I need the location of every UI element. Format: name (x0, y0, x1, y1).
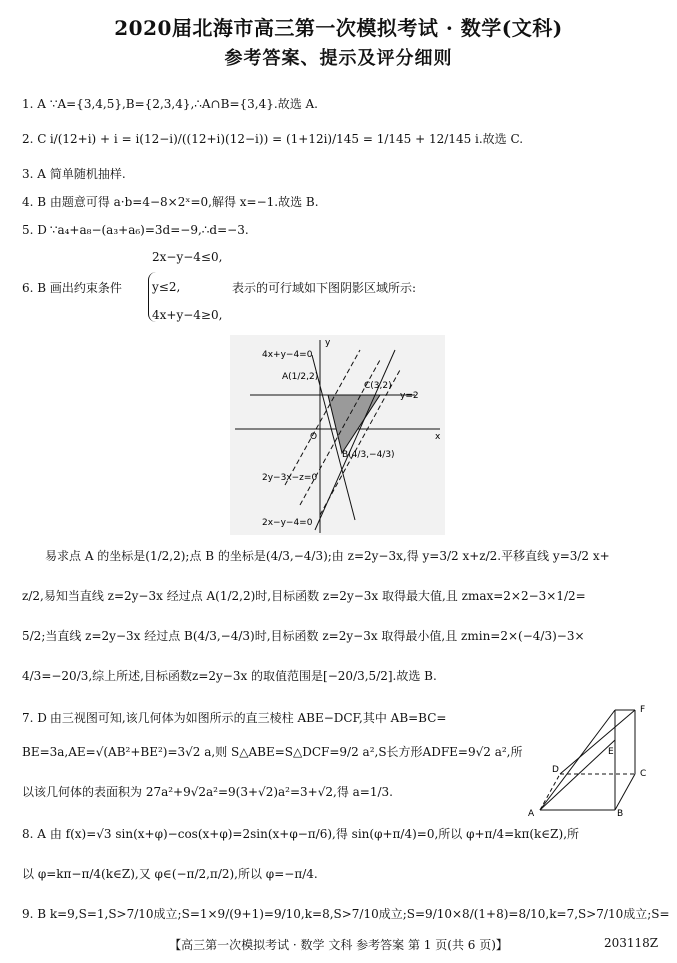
vertex-e: E (608, 747, 614, 757)
label-line-4x: 4x+y−4=0 (262, 350, 313, 360)
answer-8-line-1: 由 f(x)=√3 sin(x+φ)−cos(x+φ)=2sin(x+φ−π/6),得 sin(φ+π/4)=0,所以 φ+π/4=kπ(k∈Z),所 (49, 827, 580, 841)
answer-6-tail: 表示的可行域如下图阴影区域所示: (232, 281, 417, 295)
document-code: 203118Z (604, 936, 659, 950)
answer-number: 4. B (22, 195, 47, 209)
label-line-2y: 2y−3x−z=0 (262, 473, 318, 483)
label-x-axis: x (435, 432, 441, 442)
answer-number: 9. B (22, 907, 47, 921)
answer-text: ∵a₄+a₈−(a₃+a₆)=3d=−9,∴d=−3. (49, 223, 249, 237)
answer-text: i/(12+i) + i = i(12−i)/((12+i)(12−i)) = (1+12i)/145 = 1/145 + 12/145 i.故选 C. (49, 132, 524, 146)
label-origin: O (310, 432, 318, 442)
answer-number: 1. A (22, 97, 46, 111)
constraint-2: y≤2, (152, 280, 181, 294)
edge-bc (615, 774, 635, 810)
page-subtitle: 参考答案、提示及评分细则 (224, 48, 453, 69)
label-line-2x: 2x−y−4=0 (262, 518, 313, 528)
vertex-d: D (552, 765, 559, 775)
answer-3 (22, 166, 126, 182)
edge-af (540, 710, 615, 810)
answer-8-line-2: 以 φ=kπ−π/4(k∈Z),又 φ∈(−π/2,π/2),所以 φ=−π/4. (22, 867, 318, 881)
answer-9 (22, 906, 670, 922)
answer-6-line-3: 5/2;当直线 z=2y−3x 经过点 B(4/3,−4/3)时,目标函数 z=2y−3x 取得最小值,且 zmin=2×(−4/3)−3× (22, 629, 585, 643)
answer-1 (22, 96, 318, 112)
answer-6-line-1: 易求点 A 的坐标是(1/2,2);点 B 的坐标是(4/3,−4/3);由 z=2y−3x,得 y=3/2 x+z/2.平移直线 y=3/2 x+ (45, 549, 610, 563)
label-y-2: y=2 (400, 391, 419, 401)
answer-8 (22, 826, 579, 842)
answer-number: 8. A (22, 827, 46, 841)
vertex-a: A (528, 809, 535, 819)
answer-6-lead: 画出约束条件 (49, 281, 122, 295)
answer-7 (22, 710, 446, 726)
label-point-c: C(3,2) (364, 381, 392, 391)
answer-text: 简单随机抽样. (49, 167, 126, 181)
answer-6-line-4: 4/3=−20/3,综上所述,目标函数z=2y−3x 的取值范围是[−20/3,5/2].故选 B. (22, 669, 437, 683)
constraint-1: 2x−y−4≤0, (152, 250, 223, 264)
answer-2 (22, 131, 523, 147)
edge-ae (540, 740, 615, 810)
vertex-b: B (617, 809, 624, 819)
answer-number: 2. C (22, 132, 47, 146)
answer-6-head (22, 280, 122, 296)
answer-5 (22, 222, 249, 238)
edge-df (560, 710, 635, 774)
answer-number: 6. B (22, 281, 47, 295)
answer-7-line-1: 由三视图可知,该几何体为如图所示的直三棱柱 ABE−DCF,其中 AB=BC= (49, 711, 447, 725)
answer-4 (22, 194, 319, 210)
vertex-c: C (640, 769, 647, 779)
label-point-a: A(1/2,2) (282, 372, 319, 382)
label-point-b: B(4/3,−4/3) (342, 450, 395, 460)
answer-number: 3. A (22, 167, 46, 181)
answer-number: 5. D (22, 223, 47, 237)
feasible-region-figure (230, 335, 445, 535)
edge-ad (540, 774, 560, 810)
answer-number: 7. D (22, 711, 47, 725)
vertex-f: F (640, 705, 646, 715)
answer-9-text: k=9,S=1,S>7/10成立;S=1×9/(9+1)=9/10,k=8,S>7/10成立;S=9/10×8/(1+8)=8/10,k=7,S>7/10成立;S= (49, 907, 670, 921)
page-title: 2020届北海市高三第一次模拟考试 · 数学(文科) (114, 16, 563, 40)
constraint-3: 4x+y−4≥0, (152, 308, 223, 322)
answer-6-line-2: z/2,易知当直线 z=2y−3x 经过点 A(1/2,2)时,目标函数 z=2y−3x 取得最大值,且 zmax=2×2−3×1/2= (22, 589, 586, 603)
answer-7-line-3: 以该几何体的表面积为 27a²+9√2a²=9(3+√2)a²=3+√2,得 a=1/3. (22, 785, 393, 799)
answer-text: 由题意可得 a·b=4−8×2ˣ=0,解得 x=−1.故选 B. (49, 195, 319, 209)
label-y-axis: y (325, 338, 331, 348)
page-footer: 【高三第一次模拟考试 · 数学 文科 参考答案 第 1 页(共 6 页)】 (169, 938, 508, 952)
prism-figure (520, 702, 660, 820)
answer-7-line-2: BE=3a,AE=√(AB²+BE²)=3√2 a,则 S△ABE=S△DCF=9/2 a²,S长方形ADFE=9√2 a²,所 (22, 745, 523, 759)
answer-text: ∵A={3,4,5},B={2,3,4},∴A∩B={3,4}.故选 A. (49, 97, 318, 111)
